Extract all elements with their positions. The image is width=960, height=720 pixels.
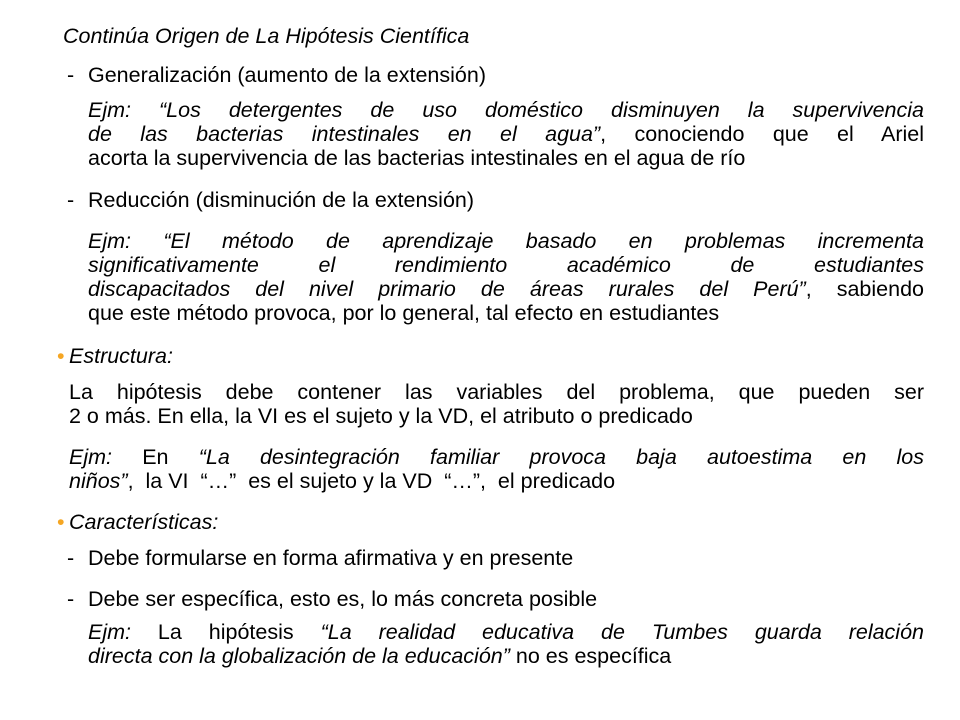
estructura-heading: Estructura: bbox=[69, 344, 173, 368]
dash-marker: - bbox=[67, 63, 75, 87]
ejm-label: Ejm: bbox=[88, 229, 131, 253]
estructura-body: La hipótesis debe contener las variables del problema, que pueden ser 2 o más. En ella, la VI es el sujeto y la VD, el atributo o predicado bbox=[69, 380, 924, 428]
bullet-marker: • bbox=[57, 510, 65, 534]
estructura-example: Ejm: En “La desintegración familiar provoca baja autoestima en los niños”, la VI “…” es el sujeto y la VD “…”, el predicado bbox=[69, 445, 924, 493]
generalizacion-heading: Generalización (aumento de la extensión) bbox=[88, 63, 486, 87]
caracteristicas-item2-text: Debe ser específica, esto es, lo más concreta posible bbox=[88, 587, 598, 611]
caracteristicas-example: Ejm: La hipótesis “La realidad educativa de Tumbes guarda relación directa con la globalización de la educación” no es específica bbox=[88, 620, 924, 668]
ejm-label: Ejm: bbox=[69, 445, 112, 469]
dash-marker: - bbox=[67, 587, 75, 611]
ejm-label: Ejm: bbox=[88, 620, 131, 644]
generalizacion-example: Ejm: “Los detergentes de uso doméstico disminuyen la supervivencia de las bacterias intestinales en el agua”, conociendo que el Ariel acorta la supervivencia de las bacterias intestinales en el agua de río bbox=[88, 98, 924, 170]
ejm-label: Ejm: bbox=[88, 98, 131, 122]
bullet-marker: • bbox=[57, 344, 65, 368]
dash-marker: - bbox=[67, 546, 75, 570]
reduccion-example: Ejm: “El método de aprendizaje basado en problemas incrementa significativamente el rendimiento académico de estudiantes discapacitados del nivel primario de áreas rurales del Perú”, sabiendo que este método provoca, por lo general, tal efecto en estudiantes bbox=[88, 229, 924, 325]
slide-title: Continúa Origen de La Hipótesis Científica bbox=[63, 24, 470, 48]
caracteristicas-item1-text: Debe formularse en forma afirmativa y en presente bbox=[88, 546, 574, 570]
caracteristicas-heading: Características: bbox=[69, 510, 219, 534]
reduccion-heading: Reducción (disminución de la extensión) bbox=[88, 188, 475, 212]
dash-marker: - bbox=[67, 188, 75, 212]
